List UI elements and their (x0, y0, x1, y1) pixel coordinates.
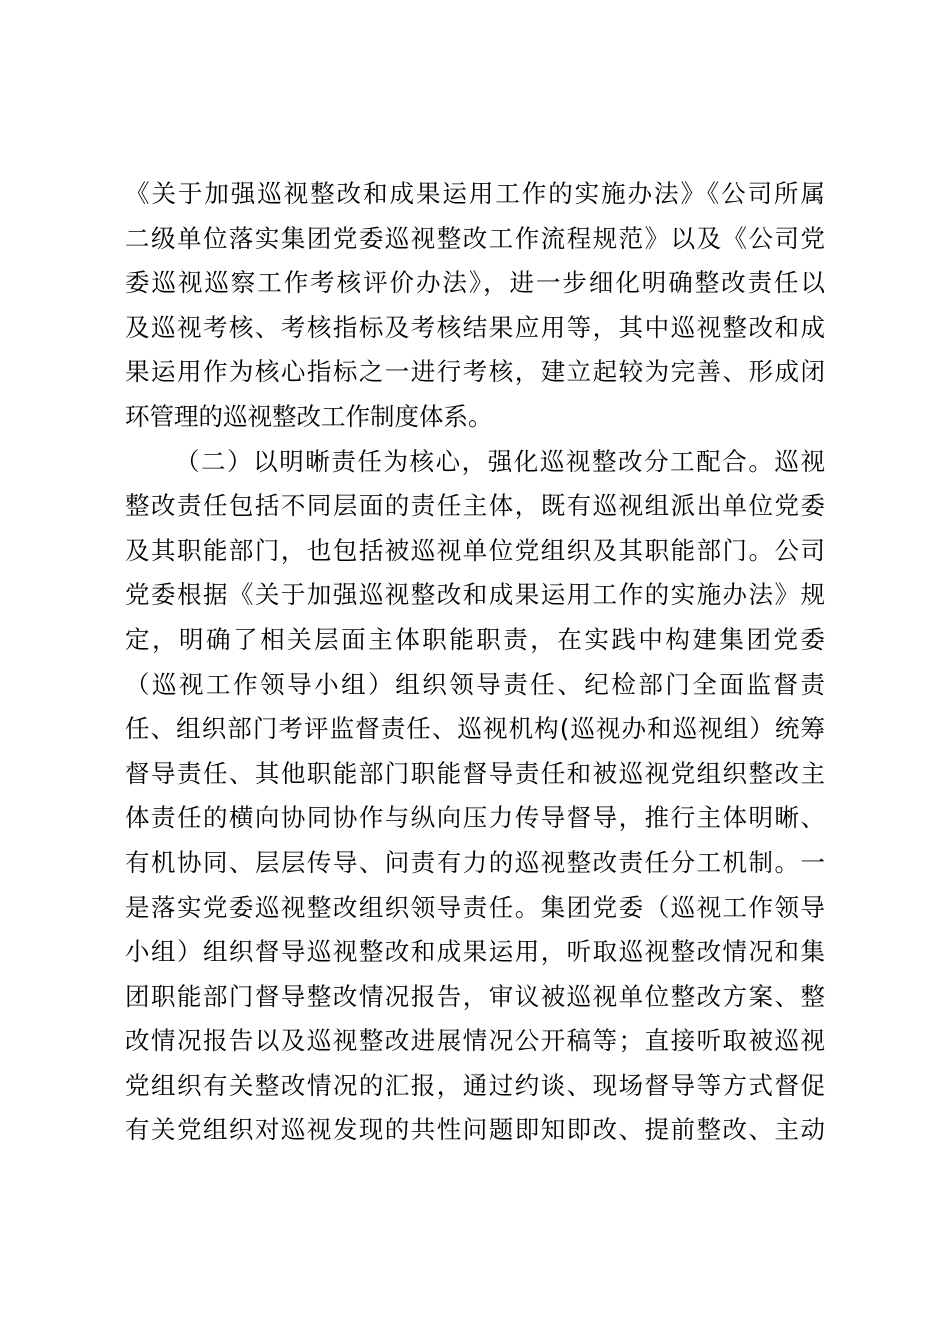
text-line: 果运用作为核心指标之一进行考核，建立起较为完善、形成闭 (125, 357, 825, 387)
text-line: 及其职能部门，也包括被巡视单位党组织及其职能部门。公司 (125, 535, 825, 565)
text-line: 是落实党委巡视整改组织领导责任。集团党委（巡视工作领导 (125, 892, 825, 922)
text-line: 及巡视考核、考核指标及考核结果应用等，其中巡视整改和成 (125, 312, 825, 342)
section-heading-line: （二）以明晰责任为核心，强化巡视整改分工配合。巡视 (175, 446, 825, 476)
text-line: 团职能部门督导整改情况报告，审议被巡视单位整改方案、整 (125, 981, 825, 1011)
text-line: 改情况报告以及巡视整改进展情况公开稿等；直接听取被巡视 (125, 1026, 825, 1056)
text-line: 环管理的巡视整改工作制度体系。 (125, 401, 493, 431)
text-line: 小组）组织督导巡视整改和成果运用，听取巡视整改情况和集 (125, 937, 825, 967)
text-line: 二级单位落实集团党委巡视整改工作流程规范》以及《公司党 (125, 223, 825, 253)
text-line: 委巡视巡察工作考核评价办法》，进一步细化明确整改责任以 (125, 268, 825, 298)
text-line: （巡视工作领导小组）组织领导责任、纪检部门全面监督责 (125, 669, 825, 699)
text-line: 督导责任、其他职能部门职能督导责任和被巡视党组织整改主 (125, 758, 825, 788)
text-line: 整改责任包括不同层面的责任主体，既有巡视组派出单位党委 (125, 491, 825, 521)
text-line: 体责任的横向协同协作与纵向压力传导督导，推行主体明晰、 (125, 803, 825, 833)
text-line: 有关党组织对巡视发现的共性问题即知即改、提前整改、主动 (125, 1115, 825, 1145)
text-line: 《关于加强巡视整改和成果运用工作的实施办法》《公司所属 (125, 179, 825, 208)
text-line: 党委根据《关于加强巡视整改和成果运用工作的实施办法》规 (125, 580, 825, 610)
text-line: 党组织有关整改情况的汇报，通过约谈、现场督导等方式督促 (125, 1070, 825, 1100)
text-line: 任、组织部门考评监督责任、巡视机构(巡视办和巡视组）统筹 (125, 714, 825, 744)
text-line: 有机协同、层层传导、问责有力的巡视整改责任分工机制。一 (125, 847, 825, 877)
body-text (125, 172, 825, 1153)
text-line: 定，明确了相关层面主体职能职责，在实践中构建集团党委 (125, 624, 825, 654)
